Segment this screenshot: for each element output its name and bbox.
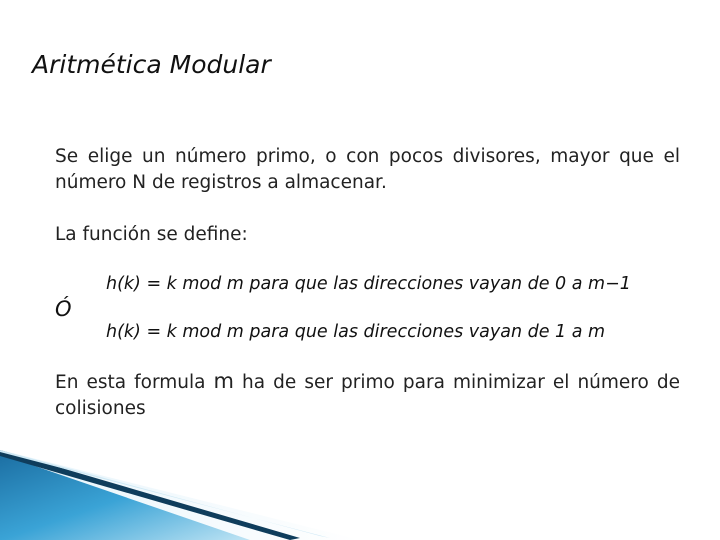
formula-zero-based: h(k) = k mod m para que las direcciones vayan de 0 a m−1 bbox=[106, 274, 631, 294]
slide-title: Aritmética Modular bbox=[32, 50, 271, 79]
prime-note-emphasis-m: m bbox=[213, 369, 234, 393]
decorative-corner-swoosh bbox=[0, 450, 360, 540]
paragraph-function-definition: La función se define: bbox=[55, 224, 248, 245]
prime-note-text-start: En esta formula bbox=[55, 372, 214, 393]
or-symbol: Ó bbox=[55, 297, 72, 321]
paragraph-prime-note bbox=[55, 368, 680, 422]
paragraph-intro: Se elige un número primo, o con pocos divisores, mayor que el número N de registros a almacenar. bbox=[55, 146, 680, 193]
prime-note-text-end: ha de ser primo para minimizar el número de colisiones bbox=[55, 372, 680, 419]
formula-one-based: h(k) = k mod m para que las direcciones vayan de 1 a m bbox=[106, 322, 606, 342]
